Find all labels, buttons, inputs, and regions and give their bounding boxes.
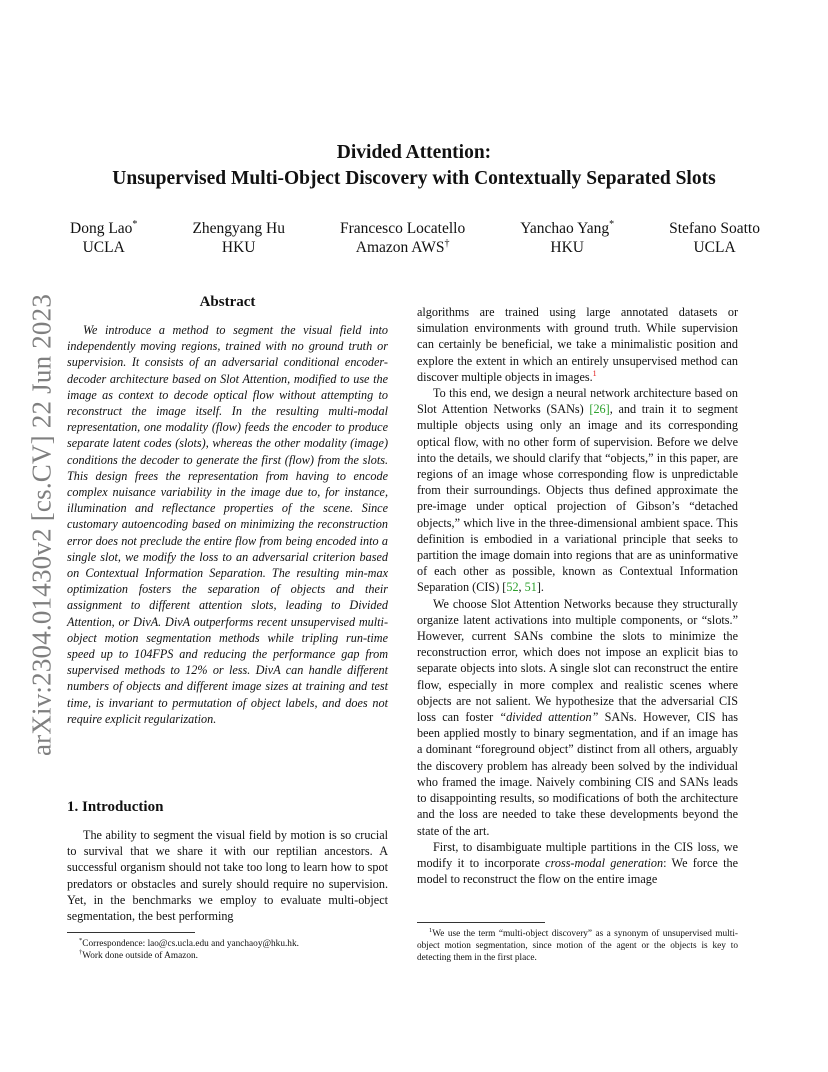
citation-link-51[interactable]: 51 — [524, 580, 537, 595]
citation-separator: , — [518, 580, 525, 595]
footnote-rule-right — [417, 922, 545, 923]
footnote-mark: † — [79, 948, 83, 956]
paragraph-text: To this end, we design a neural network architecture based on Slot Attention Networks (SANs) — [417, 386, 738, 417]
introduction-heading: 1. Introduction — [67, 799, 164, 815]
author-affiliation: UCLA — [693, 239, 736, 256]
arxiv-side-stamp — [22, 290, 62, 760]
footnote-correspondence — [67, 938, 388, 950]
author-name: Yanchao Yang — [520, 220, 610, 237]
right-column — [417, 304, 738, 887]
author-4 — [520, 219, 614, 257]
footnote-link-1[interactable]: 1 — [592, 368, 597, 378]
footnote-1 — [417, 928, 738, 964]
footnote-mark: 1 — [429, 926, 433, 934]
author-affiliation: HKU — [221, 239, 256, 256]
author-mark: * — [132, 218, 138, 230]
paragraph-text: SANs. However, CIS has been applied mostly to binary segmentation, and if an image has a dominant “foreground object” distinct from all others, arguably the discovery problem has already been solved by the individual who framed the image. Naively combining CIS and SANs leads to disappointing results, so modifications of both the architecture and the loss are needed to take these developments beyond the state of the art. — [417, 710, 738, 838]
author-affiliation: Amazon AWS — [355, 239, 445, 256]
author-name: Stefano Soatto — [669, 220, 760, 237]
author-name: Zhengyang Hu — [192, 220, 285, 237]
right-paragraph-2 — [417, 385, 738, 596]
author-mark: * — [609, 218, 615, 230]
introduction-paragraph-1: The ability to segment the visual field by motion is so crucial to survival that we share it with our reptilian ancestors. A successful organism should not take too long to learn how to spot predators or obstacles and surely should require no supervision. Yet, in the benchmarks we employ to evaluate multi-object segmentation, the best performing — [67, 828, 388, 924]
citation-bracket: [ — [502, 580, 507, 595]
paragraph-text: First, to disambiguate multiple partitions in the CIS loss, we modify it to incorporate — [417, 839, 738, 870]
citation-link-52[interactable]: 52 — [506, 580, 519, 595]
paragraph-text: . — [540, 580, 544, 595]
footnote-mark: * — [79, 936, 83, 944]
emphasis-text: “divided attention” — [499, 710, 599, 725]
footnotes-left — [67, 938, 388, 962]
footnote-text: Work done outside of Amazon. — [82, 951, 198, 961]
paragraph-text: We choose Slot Attention Networks because they structurally organize latent activations into multiple components, or “slots.” However, current SANs combine the slots to minimize the reconstruction error, which does not impose an explicit bias to separate objects into slots. A single slot can reconstruct the entire flow, especially in more complex and realistic scenes where objects are not salient. We hypothesize that the adversarial CIS loss can foster — [417, 596, 738, 725]
abstract-text: We introduce a method to segment the visual field into independently moving regions, trained with no ground truth or supervision. It consists of an adversarial conditional encoder-decoder architecture based on Slot Attention, modified to use the image as context to decode optical flow without attempting to reconstruct the image itself. In the resulting multi-modal representation, one modality (flow) feeds the encoder to produce separate latent codes (slots), whereas the other modality (image) conditions the decoder to generate the first (flow) from the slots. This design frees the representation from having to encode complex nuisance variability in the image due to, for instance, illumination and reflectance properties of the scene. Since customary autoencoding based on minimizing the reconstruction error does not preclude the entire flow from being encoded into a single slot, we modify the loss to an adversarial criterion based on Contextual Information Separation. The resulting min-max optimization fosters the separation of objects and their assignment to different attention slots, leading to Divided Attention, or DivA. DivA outperforms recent unsupervised multi-object motion segmentation methods while tripling run-time speed up to 104FPS and reducing the performance gap from supervised methods to 12% or less. DivA can handle different numbers of objects and different image sizes at training and test time, is invariant to permutation of object labels, and does not require explicit regularization. — [67, 323, 388, 726]
paragraph-text: algorithms are trained using large annotated datasets or simulation environments with ground truth. While supervision can certainly be beneficial, we take a minimalistic position and explore the extent in which an entirely unsupervised method can discover multiple objects in images. — [417, 305, 738, 384]
author-3 — [340, 219, 465, 257]
author-name: Dong Lao — [70, 220, 133, 237]
author-affiliation: HKU — [550, 239, 584, 256]
right-paragraph-4 — [417, 839, 738, 888]
arxiv-identifier: arXiv:2304.01430v2 [cs.CV] 22 Jun 2023 — [26, 293, 57, 757]
footnote-text: We use the term “multi-object discovery” as a synonym of unsupervised multi-object motion segmentation, since motion of the agent or the objects is key to detecting them in the first place. — [417, 929, 738, 963]
footnote-rule-left — [67, 932, 195, 933]
author-2 — [192, 219, 285, 257]
author-1 — [70, 219, 137, 257]
right-paragraph-1 — [417, 304, 738, 385]
footnote-text: Correspondence: lao@cs.ucla.edu and yanchaoy@hku.hk. — [82, 939, 299, 949]
title-line-2: Unsupervised Multi-Object Discovery with Contextually Separated Slots — [112, 168, 716, 189]
paper-title — [80, 140, 748, 192]
affiliation-mark: † — [444, 237, 450, 249]
author-name: Francesco Locatello — [340, 220, 466, 237]
footnotes-right — [417, 928, 738, 964]
paragraph-text: : We force the model to reconstruct the flow on the entire image — [417, 855, 739, 887]
abstract-heading: Abstract — [199, 294, 256, 310]
footnote-amazon — [67, 950, 388, 962]
author-5 — [669, 219, 760, 257]
citation-link-26[interactable]: [26] — [589, 402, 610, 417]
title-line-1: Divided Attention: — [336, 142, 492, 163]
paragraph-text: , and train it to segment multiple objects using only an image and its corresponding optical flow, with no other form of supervision. Before we delve into the details, we should clarify that “objects,” in this paper, are regions of an image whose corresponding flow is unpredictable from their surroundings. Objects thus defined approximate the pre-image under optical projection of Gibson’s “detached objects,” which live in the three-dimensional ambient space. This definition is embodied in a variational principle that seeks to partition the image domain into regions that are as uninformative of each other as possible, known as Contextual Information Separation (CIS) — [417, 402, 738, 595]
emphasis-text: cross-modal generation — [545, 855, 664, 870]
citation-bracket: ] — [536, 580, 541, 595]
right-paragraph-3 — [417, 596, 738, 839]
author-affiliation: UCLA — [82, 239, 125, 256]
author-list — [70, 219, 760, 257]
